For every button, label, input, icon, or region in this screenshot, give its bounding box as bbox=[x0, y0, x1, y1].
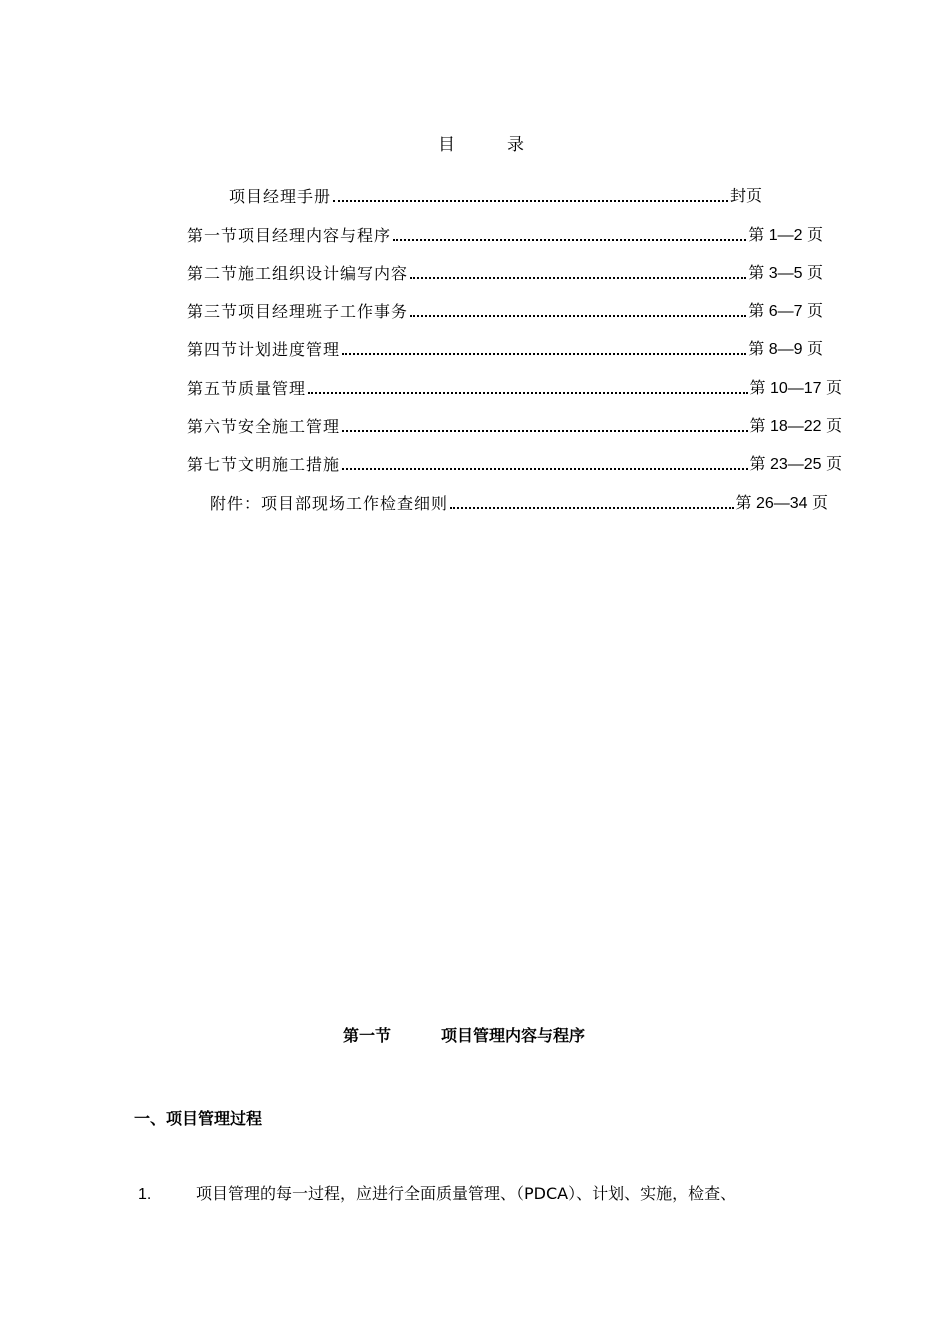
toc-entry-label: 第四节计划进度管理 bbox=[187, 340, 341, 359]
toc-entry-label: 第一节项目经理内容与程序 bbox=[187, 226, 392, 245]
toc-title-left: 目 bbox=[438, 135, 455, 155]
toc-entry[interactable] bbox=[187, 225, 823, 247]
toc-entry[interactable] bbox=[229, 186, 762, 208]
toc-entry-label: 附件：项目部现场工作检查细则 bbox=[210, 494, 449, 513]
section-title bbox=[343, 1023, 585, 1046]
toc-entry-label: 项目经理手册 bbox=[229, 187, 332, 206]
toc-entry[interactable] bbox=[187, 378, 842, 400]
toc-entry-page: 封页 bbox=[729, 188, 762, 205]
toc-entry[interactable] bbox=[187, 454, 842, 476]
toc-entry-page: 第 10—17 页 bbox=[749, 380, 842, 397]
toc-entry[interactable] bbox=[187, 339, 823, 361]
paragraph bbox=[138, 1181, 736, 1204]
toc-leader-dots bbox=[393, 225, 746, 247]
toc-entry[interactable] bbox=[187, 263, 823, 285]
toc-entry-label: 第六节安全施工管理 bbox=[187, 417, 341, 436]
toc-entry-label: 第七节文明施工措施 bbox=[187, 455, 341, 474]
heading-project-management-process: 一、项目管理过程 bbox=[134, 1109, 263, 1128]
toc-leader-dots bbox=[333, 186, 728, 208]
section-number: 第一节 bbox=[343, 1026, 392, 1045]
toc-leader-dots bbox=[342, 454, 747, 476]
toc-entry-label: 第五节质量管理 bbox=[187, 379, 307, 398]
toc-entry-page: 第 8—9 页 bbox=[748, 341, 823, 358]
toc-entry[interactable] bbox=[187, 301, 823, 323]
toc-entry-label: 第三节项目经理班子工作事务 bbox=[187, 302, 409, 321]
toc-entry-page: 第 3—5 页 bbox=[748, 265, 823, 282]
toc-entry-page: 第 18—22 页 bbox=[749, 418, 842, 435]
toc-entry-page: 第 23—25 页 bbox=[749, 456, 842, 473]
toc-entry[interactable] bbox=[210, 493, 828, 515]
toc-title bbox=[438, 130, 524, 155]
toc-entry-page: 第 6—7 页 bbox=[748, 303, 823, 320]
toc-entry[interactable] bbox=[187, 416, 842, 438]
toc-leader-dots bbox=[450, 493, 733, 515]
toc-entry-page: 第 26—34 页 bbox=[735, 495, 828, 512]
paragraph-number: 1. bbox=[138, 1186, 152, 1203]
toc-entry-label: 第二节施工组织设计编写内容 bbox=[187, 264, 409, 283]
toc-leader-dots bbox=[308, 378, 747, 400]
toc-entry-page: 第 1—2 页 bbox=[748, 227, 823, 244]
section-title-text: 项目管理内容与程序 bbox=[441, 1026, 586, 1045]
toc-leader-dots bbox=[342, 416, 747, 438]
paragraph-text: 项目管理的每一过程，应进行全面质量管理、（PDCA）、计划、实施，检查、 bbox=[196, 1184, 737, 1203]
toc-leader-dots bbox=[342, 339, 746, 361]
toc-leader-dots bbox=[410, 263, 746, 285]
toc-title-right: 录 bbox=[507, 135, 524, 155]
toc-leader-dots bbox=[410, 301, 746, 323]
